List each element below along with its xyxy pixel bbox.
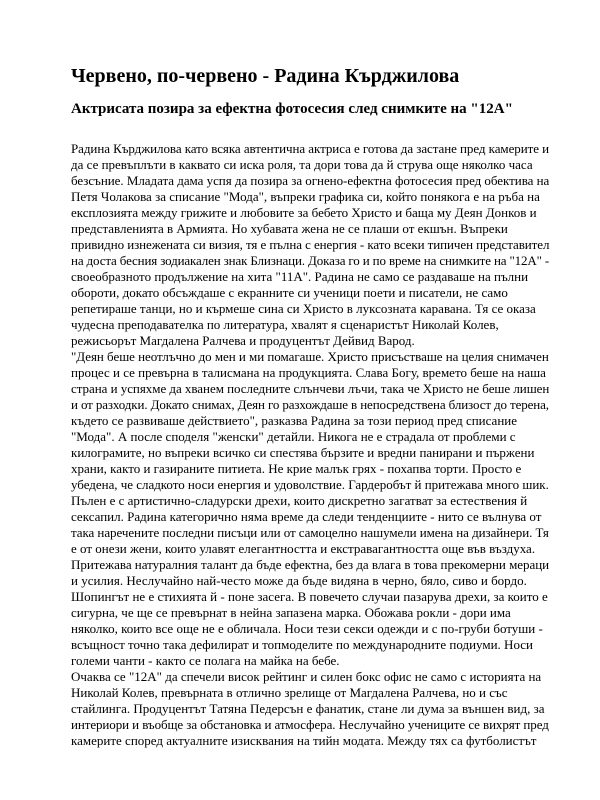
body-line: "Мода". А после споделя "женски" детайли. Никога не е страдала от проблеми с [71,429,516,444]
body-line: представленията в Армията. Но хубавата жена не се плаши от екшън. Въпреки [71,221,508,236]
body-line: своеобразното продължение на хита "11А". Радина не само се раздаваше на пълни [71,269,529,284]
body-line: големи чанти - както се полага на майка на бебе. [71,653,340,668]
article-title: Червено, по-червено - Радина Кърджилова [71,65,460,87]
body-line: на доста бесния зодиакален знак Близнаци. Доказа го и по време на снимките на "12А" - [71,253,550,268]
body-line: и от разходки. Докато снимах, Деян го разхождаше в непосредствена близост до терена, [71,397,549,412]
body-line: Николай Колев, превърната в отлично зрелище от Магдалена Ралчева, но и със [71,685,508,700]
body-line: "Деян беше неотлъчно до мен и ми помагаше. Христо присъстваше на целия снимачен [71,349,549,364]
body-line: безсъние. Младата дама успя да позира за огнено-ефектна фотосесия пред обектива на [71,173,550,188]
body-line: репетираше танци, но и кърмеше сина си Христо в луксозната каравана. Тя се оказа [71,301,536,316]
body-line: където се развиваше действието", разказва Радина за този период пред списание [71,413,518,428]
article-subtitle: Актрисата позира за ефектна фотосесия след снимките на "12А" [71,101,513,117]
article-body [71,141,549,749]
body-line: страна и успяхме да хванем последните слънчеви лъчи, така че Христо не беше лишен [71,381,550,396]
body-line: Пълен е с артистично-сладурски дрехи, които дискретно загатват за естествения й [71,493,528,508]
body-line: камерите според актуалните изисквания на тийн модата. Между тях са футболистът [71,733,537,748]
body-line: сигурна, че ще се превърнат в нейна запазена марка. Обожава рокли - дори има [71,605,511,620]
body-line: Шопингът не е стихията й - поне засега. В повечето случаи пазарува дрехи, за които е [71,589,548,604]
body-line: обороти, докато обсъждаше с екранните си ученици поети и писатели, не само [71,285,508,300]
body-line: килограмите, но въпреки всичко си спестява бързите и вредни панирани и пържени [71,445,535,460]
body-line: храни, както и газираните питиета. Не крие малък грях - похапва торти. Просто е [71,461,522,476]
body-line: така наречените последни писъци или от самоцелно нашумели имена на дизайнери. Тя [71,525,549,540]
body-line: експлозията между грижите и любовите за бебето Христо и баща му Деян Донков и [71,205,537,220]
body-line: стайлинга. Продуцентът Татяна Педерсън е фанатик, стане ли дума за външен вид, за [71,701,545,716]
body-line: Очаква се "12А" да спечели висок рейтинг и силен бокс офис не само с историята на [71,669,542,684]
body-line: и усилия. Неслучайно най-често може да бъде видяна в черно, бяло, сиво и бордо. [71,573,527,588]
body-line: чудесна преподавателка по литература, хвалят я сценаристът Николай Колев, [71,317,499,332]
body-line: Притежава натуралния талант да бъде ефектна, без да влага в това прекомерни мераци [71,557,550,572]
body-line: сексапил. Радина категорично няма време да следи тенденциите - нито се вълнува от [71,509,542,524]
body-line: режисьорът Магдалена Ралчева и продуцентът Дейвид Варод. [71,333,415,348]
body-line: Петя Чолакова за списание "Мода", въпреки графика си, който понякога е на ръба на [71,189,540,204]
body-line: убедена, че сладкото носи енергия и удоволствие. Гардеробът й притежава много шик. [71,477,549,492]
body-line: да се превъплъти в каквато си иска роля, та дори това да й струва още няколко часа [71,157,533,172]
body-line: привидно изнежената си визия, тя е пълна с енергия - като всеки типичен представител [71,237,550,252]
body-line: всъщност точно така дефилират и топмоделите по международните подиуми. Носи [71,637,533,652]
body-line: Радина Кърджилова като всяка автентична актриса е готова да застане пред камерите и [71,141,550,156]
body-line: интериори и въобще за обстановка и атмосфера. Неслучайно учениците се вихрят пред [71,717,549,732]
body-line: е от онези жени, които улавят елегантността и екстравагантността още във въздуха. [71,541,536,556]
body-line: процес и се превърна в талисмана на продукцията. Слава Богу, времето беше на наша [71,365,546,380]
body-line: няколко, които все още не е обличала. Носи тези секси одежди и с по-груби ботуши - [71,621,543,636]
